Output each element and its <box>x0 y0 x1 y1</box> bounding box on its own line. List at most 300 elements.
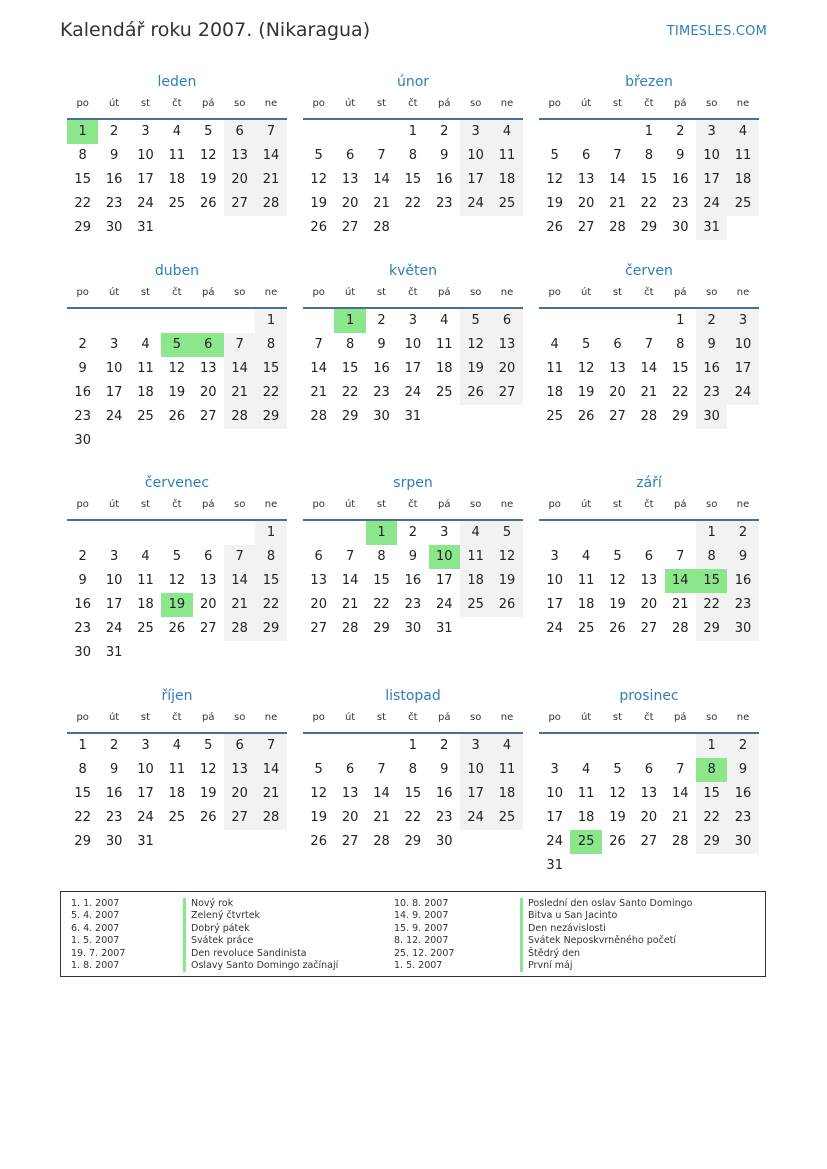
day-cell: 3 <box>727 309 758 333</box>
day-cell: 4 <box>550 337 559 352</box>
empty-day <box>334 521 365 545</box>
weekday-label: pá <box>438 98 451 109</box>
day-cell: 19 <box>460 357 491 381</box>
weekday-label: pá <box>674 98 687 109</box>
day-cell: 2 <box>440 738 449 753</box>
day-cell: 3 <box>109 337 119 352</box>
day-cell: 15 <box>341 361 359 376</box>
day-cell: 6 <box>224 734 255 758</box>
day-cell: 6 <box>613 337 622 352</box>
day-cell: 2 <box>78 337 87 352</box>
day-cell: 26 <box>199 196 217 211</box>
week-row <box>67 333 287 357</box>
day-cell: 2 <box>727 521 758 545</box>
day-cell: 14 <box>640 361 658 376</box>
empty-day <box>303 734 334 758</box>
legend-bar-left <box>183 898 186 972</box>
empty-day <box>130 521 161 545</box>
day-cell: 19 <box>577 385 595 400</box>
weekday-label: út <box>344 287 356 298</box>
month-4 <box>303 261 523 429</box>
day-cell: 21 <box>224 381 255 405</box>
day-cell: 21 <box>373 196 390 211</box>
day-cell: 8 <box>408 148 417 163</box>
day-cell: 4 <box>460 521 491 545</box>
legend-holiday-name: Nový rok <box>191 898 234 909</box>
legend-date: 6. 4. 2007 <box>71 922 120 934</box>
month-10 <box>303 686 523 854</box>
day-cell: 30 <box>727 830 758 854</box>
empty-day <box>727 405 758 429</box>
weekday-label: po <box>548 98 561 109</box>
week-row <box>67 830 287 854</box>
day-cell: 11 <box>460 545 491 569</box>
day-cell: 9 <box>78 361 87 376</box>
day-cell: 8 <box>644 148 653 163</box>
day-cell: 30 <box>74 433 91 448</box>
day-cell: 31 <box>137 220 154 235</box>
day-cell: 14 <box>671 786 689 801</box>
day-cell: 17 <box>460 168 491 192</box>
day-cell: 18 <box>137 385 154 400</box>
weekday-label: po <box>548 499 561 510</box>
empty-day <box>491 830 522 854</box>
empty-day <box>224 521 255 545</box>
week-row <box>539 593 759 617</box>
day-cell: 31 <box>137 834 154 849</box>
day-cell: 20 <box>640 810 658 825</box>
empty-day <box>602 120 633 144</box>
legend-date: 1. 8. 2007 <box>71 959 120 971</box>
day-cell: 20 <box>224 782 255 806</box>
empty-day <box>255 830 286 854</box>
day-cell: 24 <box>404 385 422 400</box>
day-cell: 24 <box>696 192 727 216</box>
weekday-label: ne <box>500 98 514 109</box>
day-cell: 27 <box>640 834 658 849</box>
day-cell: 9 <box>109 148 119 163</box>
day-cell: 10 <box>404 337 422 352</box>
month-name: srpen <box>393 475 433 491</box>
empty-day <box>130 641 161 665</box>
empty-day <box>491 405 522 429</box>
empty-day <box>161 830 192 854</box>
day-cell: 11 <box>577 786 595 801</box>
day-cell: 11 <box>491 144 522 168</box>
day-cell: 4 <box>491 120 522 144</box>
day-cell: 8 <box>696 758 727 782</box>
empty-day <box>570 309 601 333</box>
day-cell: 30 <box>105 834 123 849</box>
day-cell: 14 <box>224 569 255 593</box>
day-cell: 18 <box>727 168 758 192</box>
empty-day <box>303 309 334 333</box>
day-cell: 27 <box>577 220 595 235</box>
weekday-label: po <box>548 712 561 723</box>
empty-day <box>570 521 601 545</box>
day-cell: 30 <box>727 617 758 641</box>
weekday-label: út <box>580 499 592 510</box>
day-cell: 20 <box>341 196 359 211</box>
day-cell: 12 <box>460 333 491 357</box>
day-cell: 16 <box>105 172 123 187</box>
day-cell: 4 <box>172 738 181 753</box>
day-cell: 6 <box>345 762 355 777</box>
day-cell: 27 <box>609 409 626 424</box>
empty-day <box>255 429 286 453</box>
day-cell: 28 <box>341 621 359 636</box>
empty-day <box>539 120 570 144</box>
weekday-label: po <box>312 712 325 723</box>
week-row <box>539 381 759 405</box>
day-cell: 27 <box>199 621 217 636</box>
day-cell: 5 <box>550 148 559 163</box>
weekday-label: ne <box>736 287 750 298</box>
day-cell: 10 <box>696 144 727 168</box>
weekday-label: ne <box>736 98 750 109</box>
empty-day <box>491 216 522 240</box>
day-cell: 31 <box>546 858 563 873</box>
weekday-label: út <box>108 287 120 298</box>
weekday-label: čt <box>408 98 418 109</box>
day-cell: 13 <box>640 786 658 801</box>
day-cell: 5 <box>314 762 323 777</box>
week-row <box>67 617 287 641</box>
day-cell: 15 <box>404 172 422 187</box>
day-cell: 1 <box>366 521 397 545</box>
weekday-label: út <box>108 712 120 723</box>
day-cell: 1 <box>696 521 727 545</box>
weekday-label: so <box>233 98 246 109</box>
day-cell: 28 <box>671 621 689 636</box>
weekday-label: st <box>612 98 623 109</box>
day-cell: 22 <box>696 593 727 617</box>
weekday-header <box>67 710 287 734</box>
day-cell: 22 <box>404 810 422 825</box>
empty-day <box>570 854 601 878</box>
week-row <box>303 734 523 758</box>
day-cell: 15 <box>696 569 727 593</box>
day-cell: 12 <box>310 172 327 187</box>
weekday-label: pá <box>202 287 215 298</box>
day-cell: 15 <box>74 172 91 187</box>
day-cell: 25 <box>168 810 186 825</box>
day-cell: 19 <box>199 786 217 801</box>
week-row <box>67 569 287 593</box>
day-cell: 2 <box>78 549 87 564</box>
day-cell: 5 <box>613 762 622 777</box>
weekday-label: st <box>140 98 151 109</box>
weekday-label: st <box>376 499 387 510</box>
day-cell: 17 <box>696 168 727 192</box>
week-row <box>303 405 523 429</box>
empty-day <box>429 405 460 429</box>
day-cell: 29 <box>74 220 91 235</box>
legend-date: 19. 7. 2007 <box>71 947 126 959</box>
day-cell: 20 <box>199 597 217 612</box>
legend-date: 15. 9. 2007 <box>394 922 449 934</box>
day-cell: 22 <box>671 385 689 400</box>
day-cell: 19 <box>609 810 626 825</box>
empty-day <box>366 734 397 758</box>
day-cell: 8 <box>377 549 386 564</box>
empty-day <box>98 521 129 545</box>
day-cell: 28 <box>224 617 255 641</box>
weeks <box>539 521 759 641</box>
empty-day <box>67 309 98 333</box>
week-row <box>539 854 759 878</box>
day-cell: 19 <box>310 810 327 825</box>
day-cell: 27 <box>491 381 522 405</box>
weekday-label: út <box>580 287 592 298</box>
legend-date: 1. 5. 2007 <box>71 935 120 947</box>
weekday-label: čt <box>644 98 654 109</box>
day-cell: 21 <box>609 196 626 211</box>
day-cell: 17 <box>727 357 758 381</box>
day-cell: 19 <box>199 172 217 187</box>
empty-day <box>161 216 192 240</box>
day-cell: 24 <box>105 409 123 424</box>
week-row <box>539 333 759 357</box>
day-cell: 6 <box>345 148 355 163</box>
day-cell: 20 <box>224 168 255 192</box>
day-cell: 3 <box>141 124 150 139</box>
legend-holiday-name: Zelený čtvrtek <box>191 910 261 922</box>
day-cell: 7 <box>255 734 286 758</box>
day-cell: 10 <box>727 333 758 357</box>
week-row <box>67 216 287 240</box>
day-cell: 15 <box>255 569 286 593</box>
legend-date: 10. 8. 2007 <box>394 898 449 909</box>
day-cell: 12 <box>310 786 327 801</box>
week-row <box>67 144 287 168</box>
weekday-header <box>303 710 523 734</box>
day-cell: 9 <box>440 148 449 163</box>
month-name: duben <box>154 263 200 279</box>
day-cell: 19 <box>609 597 626 612</box>
weeks <box>67 521 287 665</box>
empty-day <box>161 309 192 333</box>
day-cell: 6 <box>581 148 591 163</box>
empty-day <box>570 120 601 144</box>
day-cell: 18 <box>460 569 491 593</box>
weekday-label: ne <box>264 499 278 510</box>
day-cell: 24 <box>137 196 154 211</box>
day-cell: 11 <box>491 758 522 782</box>
weekday-label: so <box>233 287 246 298</box>
day-cell: 25 <box>546 409 563 424</box>
weekday-label: pá <box>674 499 687 510</box>
day-cell: 11 <box>168 762 186 777</box>
legend-holiday-name: Poslední den oslav Santo Domingo <box>528 898 693 909</box>
weekday-label: čt <box>172 287 182 298</box>
day-cell: 14 <box>255 144 286 168</box>
legend-date: 1. 1. 2007 <box>71 898 120 909</box>
day-cell: 14 <box>255 758 286 782</box>
legend-dates-right <box>394 898 454 972</box>
week-row <box>539 405 759 429</box>
day-cell: 13 <box>224 758 255 782</box>
day-cell: 4 <box>172 124 181 139</box>
weekday-label: po <box>76 98 89 109</box>
weekday-label: út <box>580 98 592 109</box>
day-cell: 20 <box>341 810 359 825</box>
day-cell: 3 <box>141 738 150 753</box>
day-cell: 5 <box>314 148 323 163</box>
legend-names-right <box>528 898 692 972</box>
week-row <box>539 545 759 569</box>
day-cell: 21 <box>640 385 658 400</box>
brand-link[interactable]: TIMESLES.COM <box>666 24 767 39</box>
day-cell: 24 <box>435 597 453 612</box>
empty-day <box>491 617 522 641</box>
day-cell: 30 <box>404 621 422 636</box>
day-cell: 1 <box>408 738 417 753</box>
day-cell: 10 <box>546 786 563 801</box>
day-cell: 29 <box>404 834 422 849</box>
empty-day <box>460 216 491 240</box>
month-name: únor <box>396 74 430 90</box>
day-cell: 12 <box>168 361 186 376</box>
empty-day <box>602 734 633 758</box>
weekday-label: út <box>344 712 356 723</box>
day-cell: 4 <box>440 313 449 328</box>
weekday-label: ne <box>736 712 750 723</box>
day-cell: 22 <box>74 810 91 825</box>
weeks <box>539 309 759 429</box>
weekday-label: čt <box>644 499 654 510</box>
week-row <box>67 734 287 758</box>
day-cell: 20 <box>640 597 658 612</box>
week-row <box>539 120 759 144</box>
day-cell: 19 <box>168 385 186 400</box>
day-cell: 31 <box>435 621 453 636</box>
legend-holiday-name: Svátek práce <box>191 935 254 947</box>
day-cell: 12 <box>546 172 563 187</box>
day-cell: 3 <box>550 762 559 777</box>
empty-day <box>303 120 334 144</box>
month-2 <box>539 72 759 240</box>
day-cell: 17 <box>546 597 563 612</box>
day-cell: 23 <box>671 196 689 211</box>
day-cell: 5 <box>172 549 181 564</box>
week-row <box>303 758 523 782</box>
day-cell: 9 <box>78 573 87 588</box>
day-cell: 23 <box>404 597 422 612</box>
weekday-header <box>67 96 287 120</box>
day-cell: 12 <box>577 361 595 376</box>
day-cell: 28 <box>224 405 255 429</box>
day-cell: 3 <box>460 120 491 144</box>
day-cell: 9 <box>676 148 685 163</box>
weekday-header <box>303 497 523 521</box>
day-cell: 1 <box>78 738 87 753</box>
day-cell: 13 <box>640 573 658 588</box>
day-cell: 29 <box>255 617 286 641</box>
weekday-label: so <box>705 287 718 298</box>
empty-day <box>633 309 664 333</box>
month-name: leden <box>157 74 197 90</box>
week-row <box>539 830 759 854</box>
day-cell: 16 <box>105 786 123 801</box>
empty-day <box>161 641 192 665</box>
empty-day <box>161 429 192 453</box>
month-1 <box>303 72 523 240</box>
legend-holiday-name: Dobrý pátek <box>191 922 250 934</box>
day-cell: 14 <box>373 786 390 801</box>
day-cell: 9 <box>377 337 386 352</box>
week-row <box>539 168 759 192</box>
day-cell: 5 <box>581 337 591 352</box>
day-cell: 7 <box>345 549 355 564</box>
day-cell: 22 <box>255 381 286 405</box>
empty-day <box>303 521 334 545</box>
weekday-label: so <box>705 499 718 510</box>
day-cell: 30 <box>105 220 123 235</box>
month-name: květen <box>389 263 437 279</box>
legend-dates-left <box>71 898 125 972</box>
empty-day <box>334 734 365 758</box>
day-cell: 14 <box>310 361 327 376</box>
weekday-label: ne <box>736 499 750 510</box>
weekday-label: so <box>469 98 482 109</box>
week-row <box>303 593 523 617</box>
weeks <box>303 120 523 240</box>
week-row <box>539 216 759 240</box>
weekday-label: čt <box>644 712 654 723</box>
day-cell: 3 <box>696 120 727 144</box>
week-row <box>303 144 523 168</box>
day-cell: 25 <box>168 196 186 211</box>
day-cell: 26 <box>168 621 186 636</box>
day-cell: 26 <box>310 220 327 235</box>
day-cell: 7 <box>644 337 653 352</box>
day-cell: 9 <box>440 762 449 777</box>
day-cell: 25 <box>137 409 154 424</box>
day-cell: 4 <box>491 734 522 758</box>
day-cell: 11 <box>435 337 453 352</box>
weekday-label: so <box>469 499 482 510</box>
day-cell: 21 <box>671 810 689 825</box>
day-cell: 13 <box>341 172 359 187</box>
day-cell: 6 <box>204 549 213 564</box>
weekday-label: pá <box>674 712 687 723</box>
weekday-label: út <box>344 98 356 109</box>
day-cell: 18 <box>577 597 595 612</box>
day-cell: 7 <box>255 120 286 144</box>
empty-day <box>366 120 397 144</box>
day-cell: 15 <box>373 573 390 588</box>
empty-day <box>255 641 286 665</box>
day-cell: 10 <box>105 361 123 376</box>
day-cell: 27 <box>199 409 217 424</box>
day-cell: 15 <box>404 786 422 801</box>
day-cell: 5 <box>491 521 522 545</box>
day-cell: 18 <box>577 810 595 825</box>
empty-day <box>224 309 255 333</box>
weekday-label: st <box>140 712 151 723</box>
week-row <box>303 381 523 405</box>
week-row <box>67 120 287 144</box>
weekday-label: pá <box>438 287 451 298</box>
day-cell: 28 <box>373 834 390 849</box>
day-cell: 23 <box>105 810 123 825</box>
day-cell: 17 <box>137 172 154 187</box>
day-cell: 10 <box>429 545 460 569</box>
day-cell: 31 <box>105 645 123 660</box>
week-row <box>539 782 759 806</box>
empty-day <box>397 216 428 240</box>
